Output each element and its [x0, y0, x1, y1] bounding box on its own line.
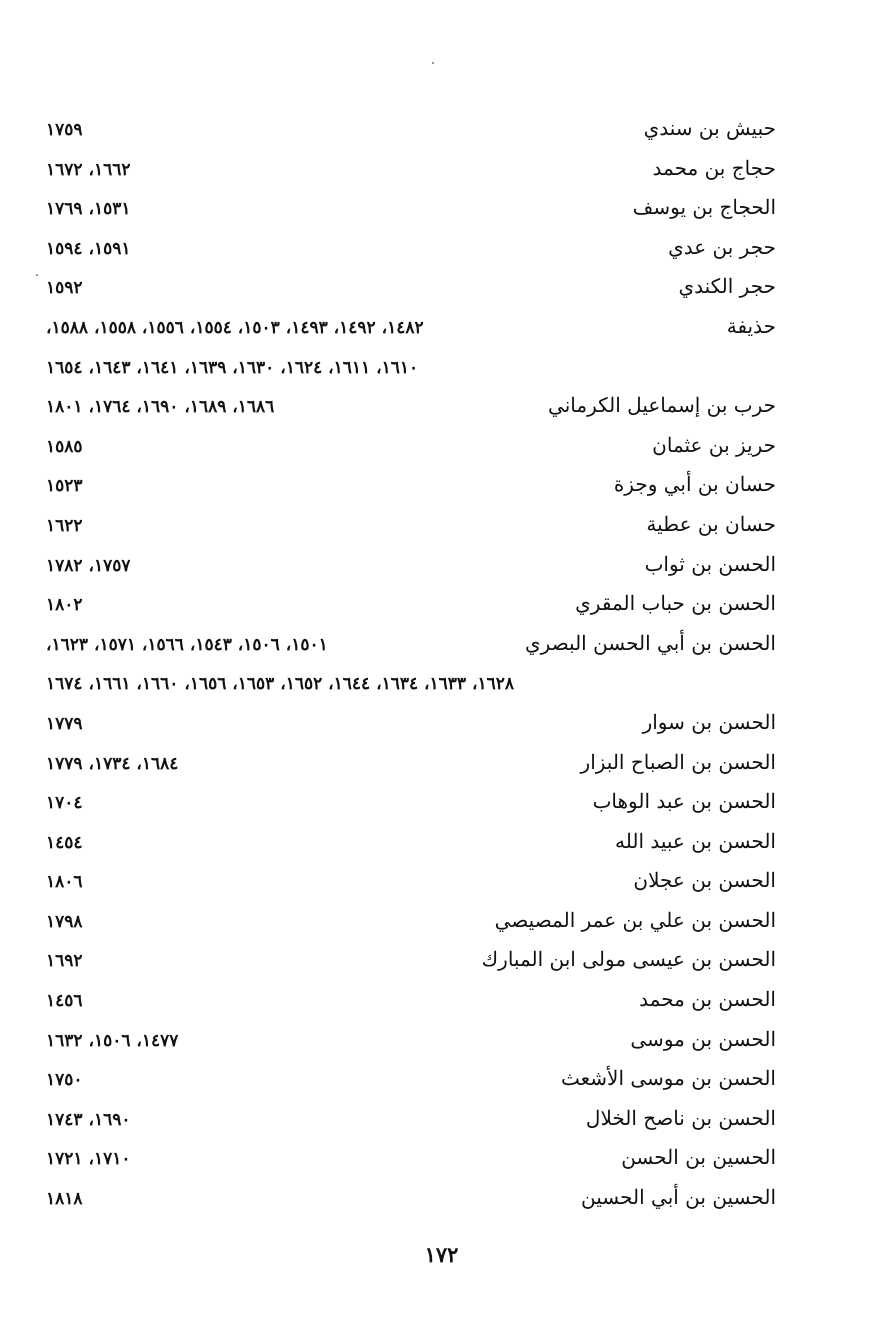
entry-name: حريز بن عثمان	[652, 432, 776, 457]
entry-name: الحسن بن عجلان	[633, 868, 776, 893]
index-entry	[46, 785, 776, 825]
index-entry	[46, 746, 776, 786]
entry-references: ١٥٢٣	[46, 476, 83, 497]
index-entry-continuation	[46, 350, 776, 390]
entry-references: ١٥٠١، ١٥٠٦، ١٥٤٣، ١٥٦٦، ١٥٧١، ١٦٢٣،	[46, 634, 328, 655]
entry-name: حسان بن أبي وجزة	[613, 472, 776, 497]
index-entry	[46, 983, 776, 1023]
index-entry	[46, 548, 776, 588]
index-entry	[46, 864, 776, 904]
index-entry-continuation	[46, 666, 776, 706]
entry-references: ١٨٠٦	[46, 872, 83, 893]
index-entry	[46, 587, 776, 627]
entry-name: الحسن بن موسى الأشعث	[561, 1066, 776, 1091]
entry-name: الحسن بن موسى	[630, 1026, 776, 1051]
entry-name: الحسن بن علي بن عمر المصيصي	[494, 907, 776, 932]
entry-references: ١٦٨٦، ١٦٨٩، ١٦٩٠، ١٧٦٤، ١٨٠١	[46, 397, 275, 418]
index-entry	[46, 112, 776, 152]
index-entry	[46, 1023, 776, 1063]
entry-references: ١٤٨٢، ١٤٩٢، ١٤٩٣، ١٥٠٣، ١٥٥٤، ١٥٥٦، ١٥٥٨، ١٥٨٨،	[46, 317, 424, 338]
entry-name: حسان بن عطية	[646, 511, 776, 536]
entry-name: الحسن بن الصباح البزار	[580, 749, 776, 774]
entry-references: ١٥٩١، ١٥٩٤	[46, 238, 131, 259]
entry-references: ١٦١٠، ١٦١١، ١٦٢٤، ١٦٣٠، ١٦٣٩، ١٦٤١، ١٦٤٣، ١٦٥٤	[46, 357, 419, 378]
entry-references: ١٧٥٩	[46, 120, 83, 140]
entry-name: الحسين بن الحسن	[621, 1145, 776, 1170]
index-entry	[46, 1102, 776, 1142]
index-entry	[46, 943, 776, 983]
entry-references: ١٦٩٠، ١٧٤٣	[46, 1109, 131, 1130]
scan-speck	[432, 62, 434, 64]
index-entry	[46, 508, 776, 548]
entry-name: حرب بن إسماعيل الكرماني	[548, 393, 776, 418]
entry-references: ١٦٢٨، ١٦٣٣، ١٦٣٤، ١٦٤٤، ١٦٥٢، ١٦٥٣، ١٦٥٦، ١٦٦٠، ١٦٦١، ١٦٧٤	[46, 674, 514, 695]
entry-references: ١٤٧٧، ١٥٠٦، ١٦٣٢	[46, 1030, 179, 1051]
scan-speck	[36, 274, 38, 276]
entry-references: ١٥٩٢	[46, 278, 83, 299]
entry-references: ١٧٩٨	[46, 911, 83, 932]
entry-name: حجر بن عدي	[668, 234, 776, 259]
entry-name: حبيش بن سندي	[643, 116, 776, 140]
index-entry	[46, 1141, 776, 1181]
entry-references: ١٥٣١، ١٧٦٩	[46, 199, 131, 220]
entry-references: ١٥٨٥	[46, 436, 83, 457]
entry-name: الحسن بن ثواب	[644, 551, 776, 576]
page-number: ١٧٢	[424, 1242, 459, 1267]
entry-references: ١٧٥٧، ١٧٨٢	[46, 555, 131, 576]
entry-name: الحسن بن حباب المقري	[575, 591, 776, 616]
index-entry	[46, 231, 776, 271]
index-entry	[46, 627, 776, 667]
entry-name: الحجاج بن يوسف	[632, 195, 776, 220]
index-entry	[46, 270, 776, 310]
entry-name: الحسن بن عبد الوهاب	[592, 789, 776, 814]
index-entry	[46, 429, 776, 469]
index-entry	[46, 904, 776, 944]
entry-references: ١٨٠٢	[46, 595, 83, 616]
entry-references: ١٤٥٦	[46, 991, 83, 1012]
entry-references: ١٨١٨	[46, 1189, 83, 1210]
index-list	[46, 112, 776, 1221]
index-entry	[46, 389, 776, 429]
entry-references: ١٦٦٢، ١٦٧٢	[46, 159, 131, 180]
index-entry	[46, 1181, 776, 1221]
entry-name: الحسن بن محمد	[639, 987, 776, 1012]
entry-name: الحسن بن أبي الحسن البصري	[525, 630, 776, 655]
entry-references: ١٦٢٢	[46, 515, 83, 536]
entry-name: حذيفة	[726, 313, 776, 338]
entry-references: ١٦٩٢	[46, 951, 83, 972]
entry-references: ١٦٨٤، ١٧٣٤، ١٧٧٩	[46, 753, 179, 774]
entry-references: ١٧١٠، ١٧٢١	[46, 1149, 131, 1170]
entry-references: ١٤٥٤	[46, 832, 83, 853]
index-entry	[46, 310, 776, 350]
entry-name: الحسن بن ناصح الخلال	[585, 1105, 776, 1130]
entry-name: الحسن بن سوار	[642, 709, 776, 734]
index-entry	[46, 468, 776, 508]
entry-name: الحسين بن أبي الحسين	[581, 1185, 776, 1210]
entry-name: حجاج بن محمد	[652, 155, 776, 180]
entry-name: حجر الكندي	[678, 274, 776, 299]
index-entry	[46, 152, 776, 192]
entry-references: ١٧٠٤	[46, 793, 83, 814]
index-entry	[46, 706, 776, 746]
index-entry	[46, 191, 776, 231]
entry-name: الحسن بن عيسى مولى ابن المبارك	[481, 947, 776, 972]
index-entry	[46, 1062, 776, 1102]
entry-references: ١٧٧٩	[46, 713, 83, 734]
entry-name: الحسن بن عبيد الله	[615, 828, 776, 853]
entry-references: ١٧٥٠	[46, 1070, 83, 1091]
index-entry	[46, 825, 776, 865]
